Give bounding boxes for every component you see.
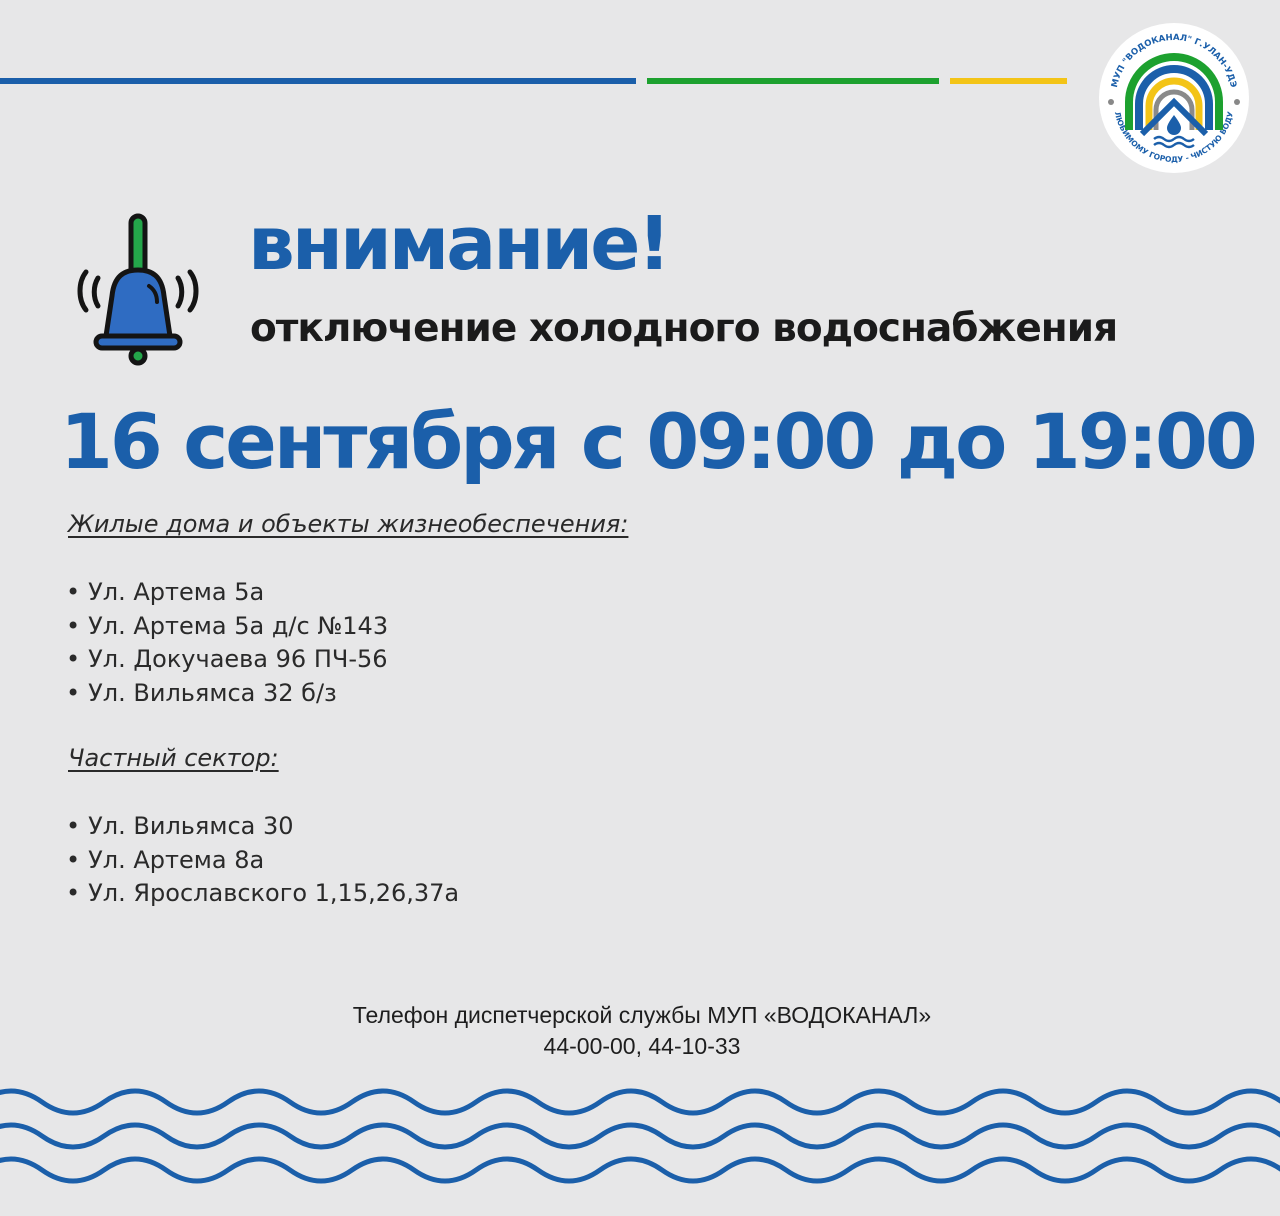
outage-date-time: 16 сентября с 09:00 до 19:00 xyxy=(60,397,1255,486)
bell-wave-right-inner xyxy=(178,278,182,306)
logo-ring-text-bottom: ЛЮБИМОМУ ГОРОДУ - ЧИСТУЮ ВОДУ xyxy=(1112,110,1236,165)
list-item: • Ул. Докучаева 96 ПЧ-56 xyxy=(66,643,388,677)
list-item: • Ул. Артема 5а д/с №143 xyxy=(66,610,388,644)
address-list-private xyxy=(66,810,459,911)
stripe-yellow xyxy=(950,78,1067,84)
bell-wave-left-outer xyxy=(80,272,86,310)
logo-dot-left xyxy=(1108,99,1114,105)
list-item: • Ул. Вильямса 32 б/з xyxy=(66,677,388,711)
list-item: • Ул. Ярославского 1,15,26,37а xyxy=(66,877,459,911)
bell-rim xyxy=(96,336,180,348)
bell-clapper xyxy=(131,349,145,363)
dispatch-contact xyxy=(0,1000,1280,1062)
bell-wave-left-inner xyxy=(94,278,98,306)
address-list-residential xyxy=(66,576,388,710)
bell-handle xyxy=(131,216,145,276)
logo-dot-right xyxy=(1234,99,1240,105)
notice-subheading: отключение холодного водоснабжения xyxy=(250,306,1118,351)
water-waves-decoration xyxy=(0,1080,1280,1200)
logo-ring-text-top: МУП "ВОДОКАНАЛ" Г.УЛАН-УДЭ xyxy=(1109,32,1239,89)
dispatch-phones: 44-00-00, 44-10-33 xyxy=(543,1033,741,1059)
stripe-green xyxy=(647,78,939,84)
dispatch-label: Телефон диспетчерской службы МУП «ВОДОКАНАЛ» xyxy=(352,1002,932,1028)
section-title-private: Частный сектор: xyxy=(68,744,279,772)
list-item: • Ул. Артема 8а xyxy=(66,844,459,878)
list-item: • Ул. Вильямса 30 xyxy=(66,810,459,844)
wave-line-3 xyxy=(0,1159,1280,1181)
list-item: • Ул. Артема 5а xyxy=(66,576,388,610)
wave-line-1 xyxy=(0,1091,1280,1113)
vodokanal-logo xyxy=(1098,22,1250,174)
ringing-bell-icon xyxy=(70,212,206,368)
section-title-residential: Жилые дома и объекты жизнеобеспечения: xyxy=(68,510,629,538)
wave-line-2 xyxy=(0,1125,1280,1147)
notice-heading: внимание! xyxy=(248,201,669,287)
stripe-blue xyxy=(0,78,636,84)
bell-wave-right-outer xyxy=(190,272,196,310)
bell-body xyxy=(106,270,170,336)
